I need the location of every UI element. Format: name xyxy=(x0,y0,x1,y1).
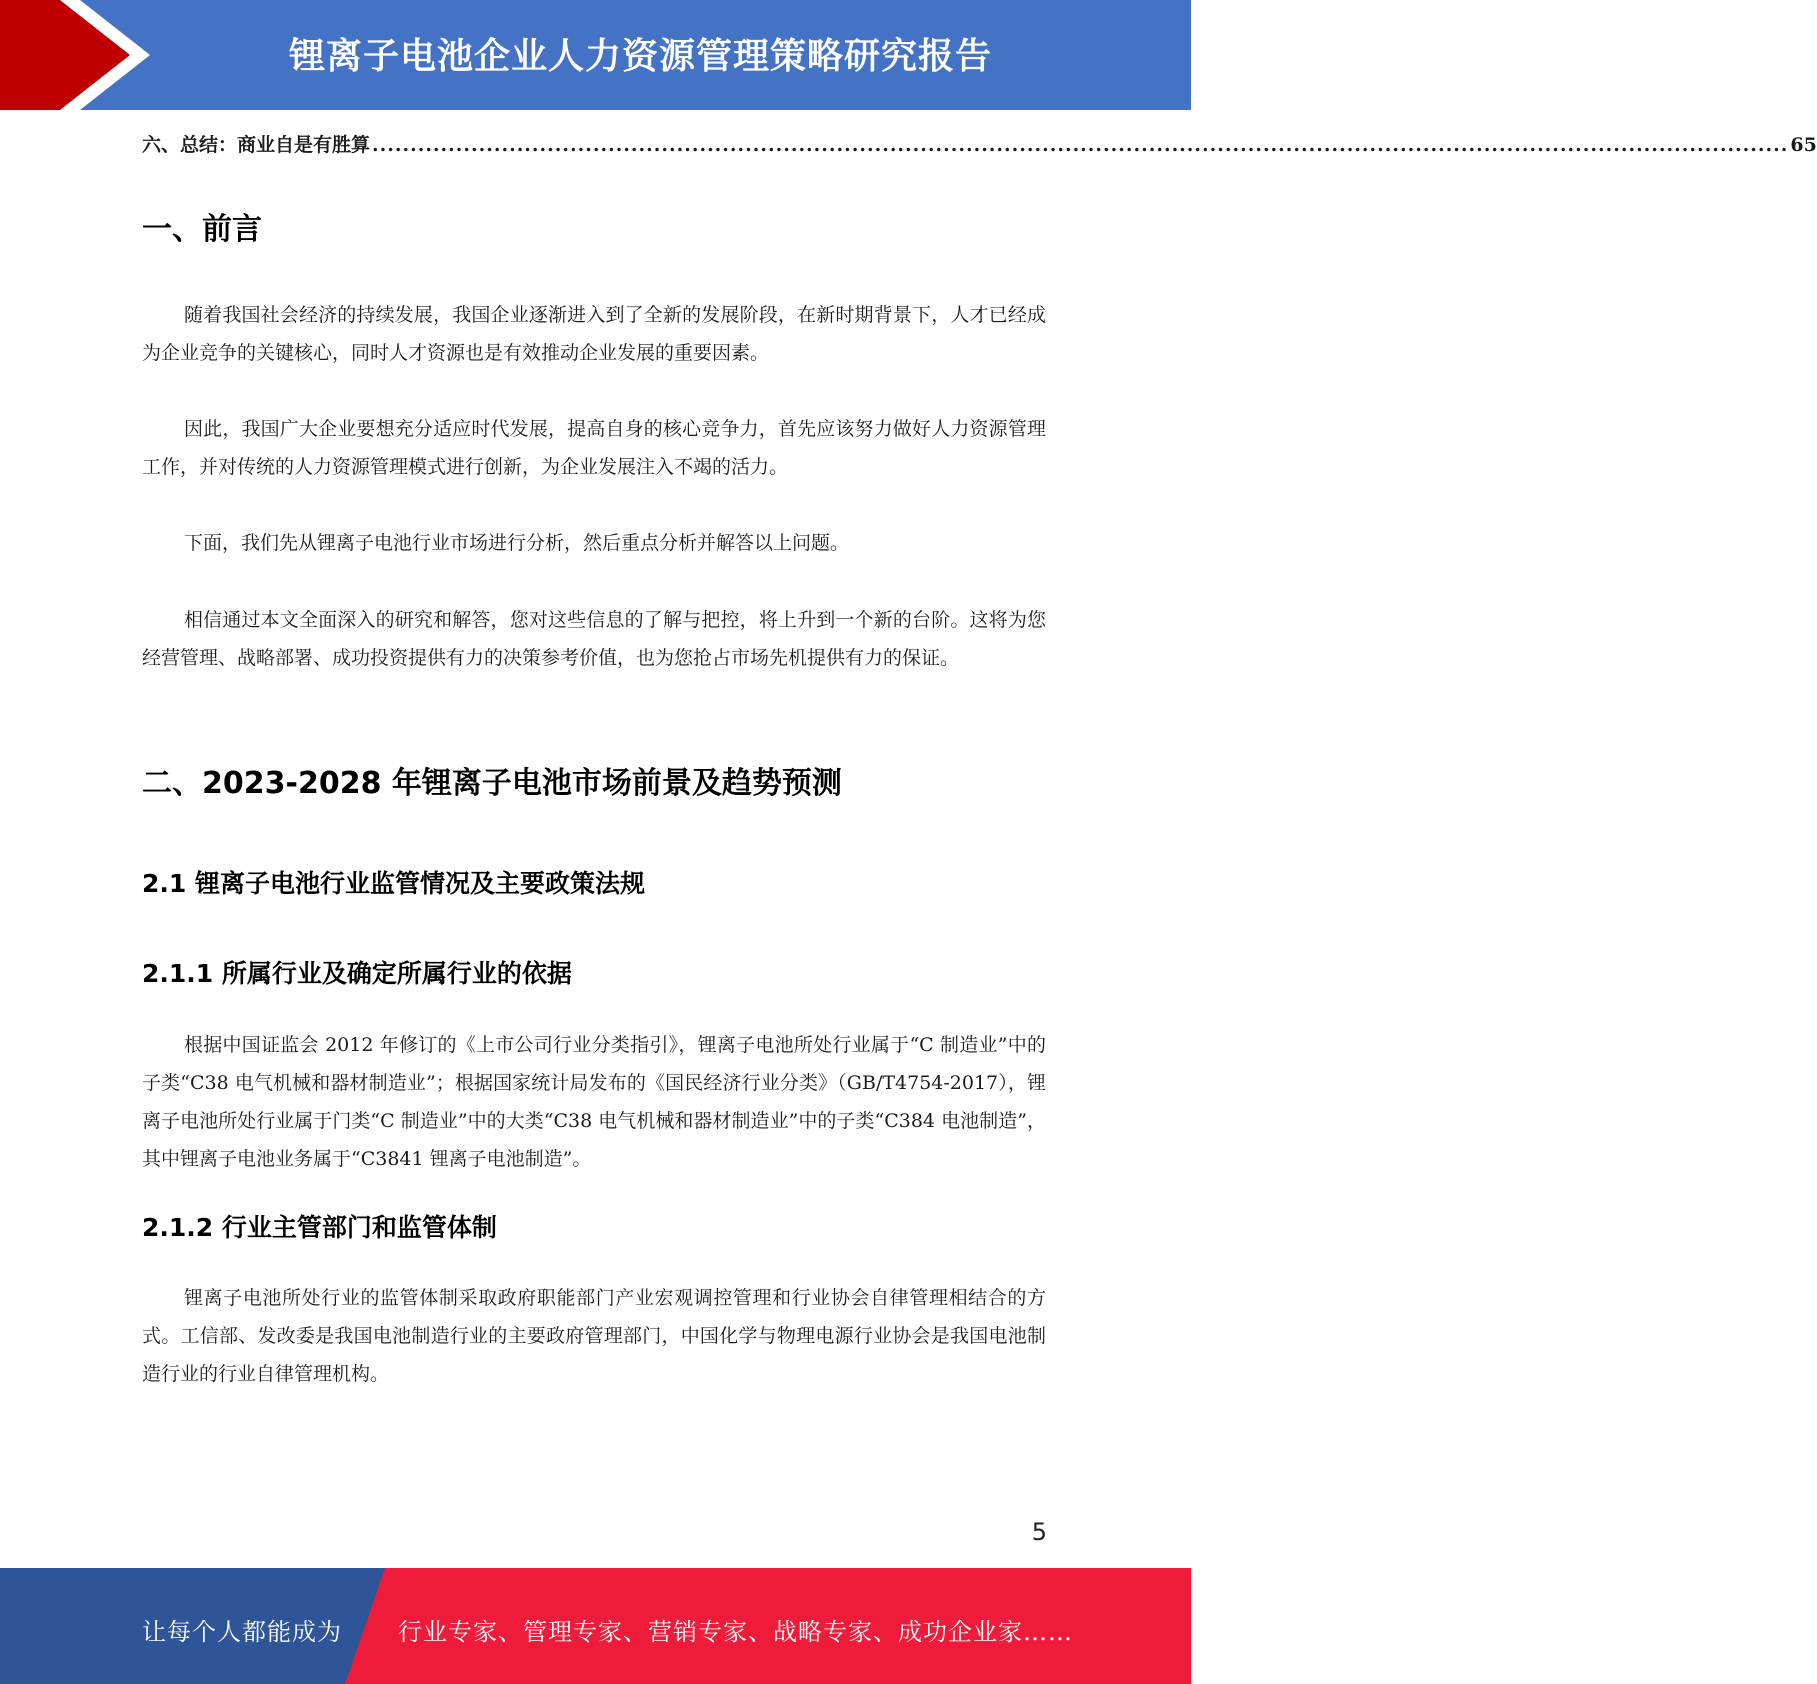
preface-paragraph-3: 下面，我们先从锂离子电池行业市场进行分析，然后重点分析并解答以上问题。 xyxy=(184,532,850,554)
section-2-1-1-heading: 2.1.1 所属行业及确定所属行业的依据 xyxy=(142,959,572,988)
market-heading: 二、2023-2028 年锂离子电池市场前景及趋势预测 xyxy=(142,766,842,801)
footer-slogan-left: 让每个人都能成为 xyxy=(142,1618,342,1646)
section-2-1-2-paragraph: 锂离子电池所处行业的监管体制采取政府职能部门产业宏观调控管理和行业协会自律管理相结合的方式。工信部、发改委是我国电池制造行业的主要政府管理部门，中国化学与物理电源行业协会是我国电池制造行业的行业自律管理机构。 xyxy=(142,1287,1046,1385)
header-chevron-decoration xyxy=(0,0,160,110)
footer-slogan-right: 行业专家、管理专家、营销专家、战略专家、成功企业家…… xyxy=(398,1618,1073,1646)
preface-paragraph-4: 相信通过本文全面深入的研究和解答，您对这些信息的了解与把控，将上升到一个新的台阶。这将为您经营管理、战略部署、成功投资提供有力的决策参考价值，也为您抢占市场先机提供有力的保证。 xyxy=(142,609,1046,669)
page-number: 5 xyxy=(1031,1518,1047,1546)
section-2-1-2-heading: 2.1.2 行业主管部门和监管体制 xyxy=(142,1213,497,1242)
section-2-1-heading: 2.1 锂离子电池行业监管情况及主要政策法规 xyxy=(142,869,645,898)
toc-entry-label: 六、总结：商业自是有胜算 xyxy=(142,134,371,156)
toc-entry[interactable] xyxy=(142,130,1817,156)
header-banner xyxy=(0,0,1191,110)
header-title: 锂离子电池企业人力资源管理策略研究报告 xyxy=(288,36,992,77)
footer-banner xyxy=(0,1568,1191,1684)
preface-paragraph-1: 随着我国社会经济的持续发展，我国企业逐渐进入到了全新的发展阶段，在新时期背景下，人才已经成为企业竞争的关键核心，同时人才资源也是有效推动企业发展的重要因素。 xyxy=(142,304,1046,364)
preface-paragraph-2: 因此，我国广大企业要想充分适应时代发展，提高自身的核心竞争力，首先应该努力做好人力资源管理工作，并对传统的人力资源管理模式进行创新，为企业发展注入不竭的活力。 xyxy=(142,418,1046,478)
section-2-1-1-paragraph: 根据中国证监会 2012 年修订的《上市公司行业分类指引》，锂离子电池所处行业属于“C 制造业”中的子类“C38 电气机械和器材制造业”；根据国家统计局发布的《国民经济行业分类》（GB/T4754-2017），锂离子电池所处行业属于门类“C 制造业”中的大类“C38 电气机械和器材制造业”中的子类“C384 电池制造”，其中锂离子电池业务属于“C3841 锂离子电池制造”。 xyxy=(142,1034,1046,1170)
toc-entry-page: 65 xyxy=(1790,134,1817,156)
toc-leader-dots: .......................................................................................................................................................................................... xyxy=(372,134,1789,156)
preface-heading: 一、前言 xyxy=(142,212,262,247)
